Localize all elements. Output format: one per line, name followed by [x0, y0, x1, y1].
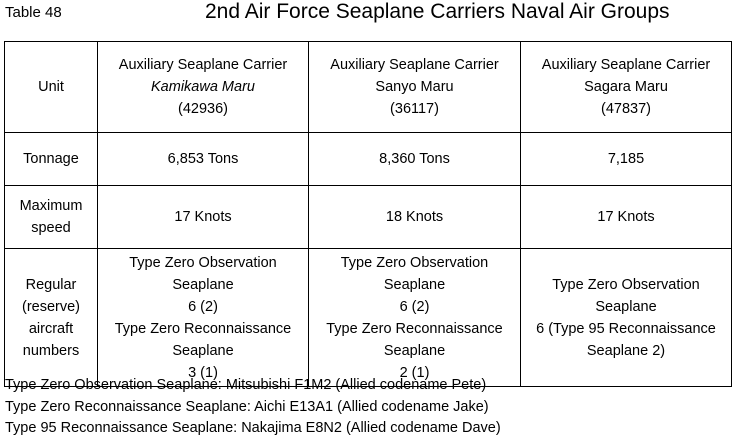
aircraft-line: Seaplane [383, 342, 446, 359]
row-header-line: numbers [22, 342, 80, 359]
aircraft-cell [309, 249, 521, 387]
carrier-type: Auxiliary Seaplane Carrier [330, 57, 499, 73]
aircraft-line: Seaplane [172, 276, 234, 293]
carrier-type: Auxiliary Seaplane Carrier [118, 57, 288, 73]
footnote: Type Zero Observation Seaplane: Mitsubishi F1M2 (Allied codename Pete) [5, 377, 487, 393]
speed-cell: 17 Knots [521, 186, 732, 249]
aircraft-line: 2 (1) [399, 364, 430, 381]
row-header-unit: Unit [5, 42, 98, 133]
aircraft-line: Type Zero Observation [129, 254, 277, 271]
table-row [5, 249, 732, 387]
aircraft-line: 3 (1) [188, 364, 218, 381]
speed-cell: 17 Knots [98, 186, 309, 249]
footnote: Type 95 Reconnaissance Seaplane: Nakajima E8N2 (Allied codename Dave) [5, 420, 501, 436]
tonnage-cell: 6,853 Tons [98, 133, 309, 186]
tonnage-cell: 7,185 [521, 133, 732, 186]
table-row [5, 133, 732, 186]
carrier-name: Kamikawa Maru [151, 79, 255, 95]
carrier-number: (36117) [390, 101, 439, 117]
carrier-number: (42936) [178, 101, 228, 117]
aircraft-line: 6 (2) [399, 298, 430, 315]
footnote: Type Zero Reconnaissance Seaplane: Aichi E13A1 (Allied codename Jake) [5, 398, 489, 415]
row-header-speed [5, 186, 98, 249]
table-row [5, 42, 732, 133]
aircraft-line: Type Zero Reconnaissance [114, 320, 292, 337]
row-header-aircraft [5, 249, 98, 387]
aircraft-line: Seaplane [383, 276, 446, 293]
row-header-line: (reserve) [21, 298, 80, 315]
document-title: 2nd Air Force Seaplane Carriers Naval Air Groups [205, 0, 670, 23]
aircraft-line: Seaplane [595, 298, 657, 315]
aircraft-line: 6 (2) [188, 298, 218, 315]
row-header-line: speed [31, 220, 71, 236]
aircraft-line: Type Zero Reconnaissance [326, 320, 503, 337]
aircraft-cell [521, 249, 732, 387]
row-header-line: aircraft [28, 320, 74, 337]
unit-cell [521, 42, 732, 133]
carrier-name: Sagara Maru [584, 79, 668, 95]
row-header-line: Maximum [19, 198, 83, 214]
aircraft-line: Type Zero Observation [552, 276, 700, 293]
footnotes [5, 375, 501, 440]
row-header-tonnage: Tonnage [5, 133, 98, 186]
aircraft-cell [98, 249, 309, 387]
unit-cell [98, 42, 309, 133]
carrier-type: Auxiliary Seaplane Carrier [541, 57, 711, 73]
tonnage-cell: 8,360 Tons [309, 133, 521, 186]
carriers-table [4, 41, 732, 387]
aircraft-line: 6 (Type 95 Reconnaissance [536, 320, 716, 337]
aircraft-line: Seaplane 2) [586, 342, 666, 359]
aircraft-line: Type Zero Observation [340, 254, 489, 271]
aircraft-line: Seaplane [172, 342, 234, 359]
speed-cell: 18 Knots [309, 186, 521, 249]
row-header-line: Regular [25, 276, 77, 293]
table-row [5, 186, 732, 249]
carrier-number: (47837) [601, 101, 651, 117]
table-number: Table 48 [5, 4, 62, 21]
carrier-name: Sanyo Maru [375, 79, 454, 95]
unit-cell [309, 42, 521, 133]
